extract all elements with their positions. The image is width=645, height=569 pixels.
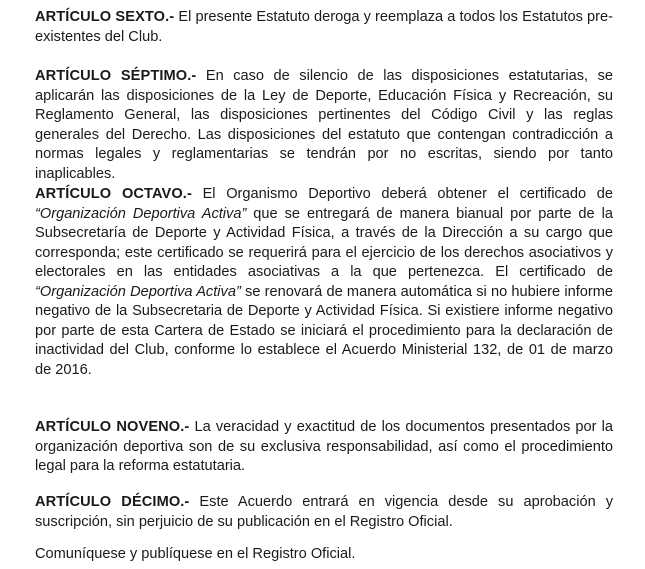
article-octavo: [35, 185, 613, 380]
article-text: El presente Estatuto deroga y reemplaza a todos los Estatutos pre-existentes del Club.: [35, 9, 613, 45]
article-decimo: [35, 493, 613, 532]
article-heading: ARTÍCULO SEXTO.-: [35, 9, 175, 25]
article-italic-term: “Organización Deportiva Activa”: [35, 283, 241, 300]
article-text: El Organismo Deportivo deberá obtener el certificado de: [191, 186, 613, 202]
article-heading: ARTÍCULO OCTAVO.-: [35, 186, 192, 202]
article-text: que se entregará de manera bianual por parte de la Subsecretaría de Deporte y Actividad Física, a través de la Dirección a su cargo que corresponda; este certificado se requerirá para el ejercicio de los derechos asociativos y electorales en las entidades asociativas a la que pertenezca. El certificado de: [35, 205, 613, 280]
article-text: Este Acuerdo entrará en vigencia desde su aprobación y suscripción, sin perjuicio de su publicación en el Registro Oficial.: [35, 494, 614, 530]
article-heading: ARTÍCULO SÉPTIMO.-: [35, 68, 197, 84]
article-text: En caso de silencio de las disposiciones estatutarias, se aplicarán las disposiciones de la Ley de Deporte, Educación Física y Recreación, su Reglamento General, las disposiciones pertinentes del Código Civil y las reglas generales del Derecho. Las disposiciones del estatuto que contengan contradicción a normas legales y reglamentarias se tendrán por no escritas, siendo por tanto inaplicables.: [35, 68, 613, 182]
article-heading: ARTÍCULO NOVENO.-: [35, 419, 190, 435]
article-text: La veracidad y exactitud de los documentos presentados por la organización deportiva son de su exclusiva responsabilidad, así como el procedimiento legal para la reforma estatutaria.: [35, 419, 614, 474]
article-noveno: [35, 418, 613, 477]
article-italic-term: “Organización Deportiva Activa”: [35, 205, 247, 222]
article-sexto: [35, 8, 613, 47]
article-text: se renovará de manera automática si no hubiere informe negativo de la Subsecretaria de Deporte y Actividad Física. Si existiere informe negativo por parte de esta Cartera de Estado se iniciará el procedimiento para la declaración de inactividad del Club, conforme lo establece el Acuerdo Ministerial 132, de 01 de marzo de 2016.: [35, 283, 613, 378]
closing-statement: Comuníquese y publíquese en el Registro Oficial.: [35, 546, 356, 562]
article-heading: ARTÍCULO DÉCIMO.-: [35, 494, 190, 510]
article-septimo: [35, 67, 613, 184]
